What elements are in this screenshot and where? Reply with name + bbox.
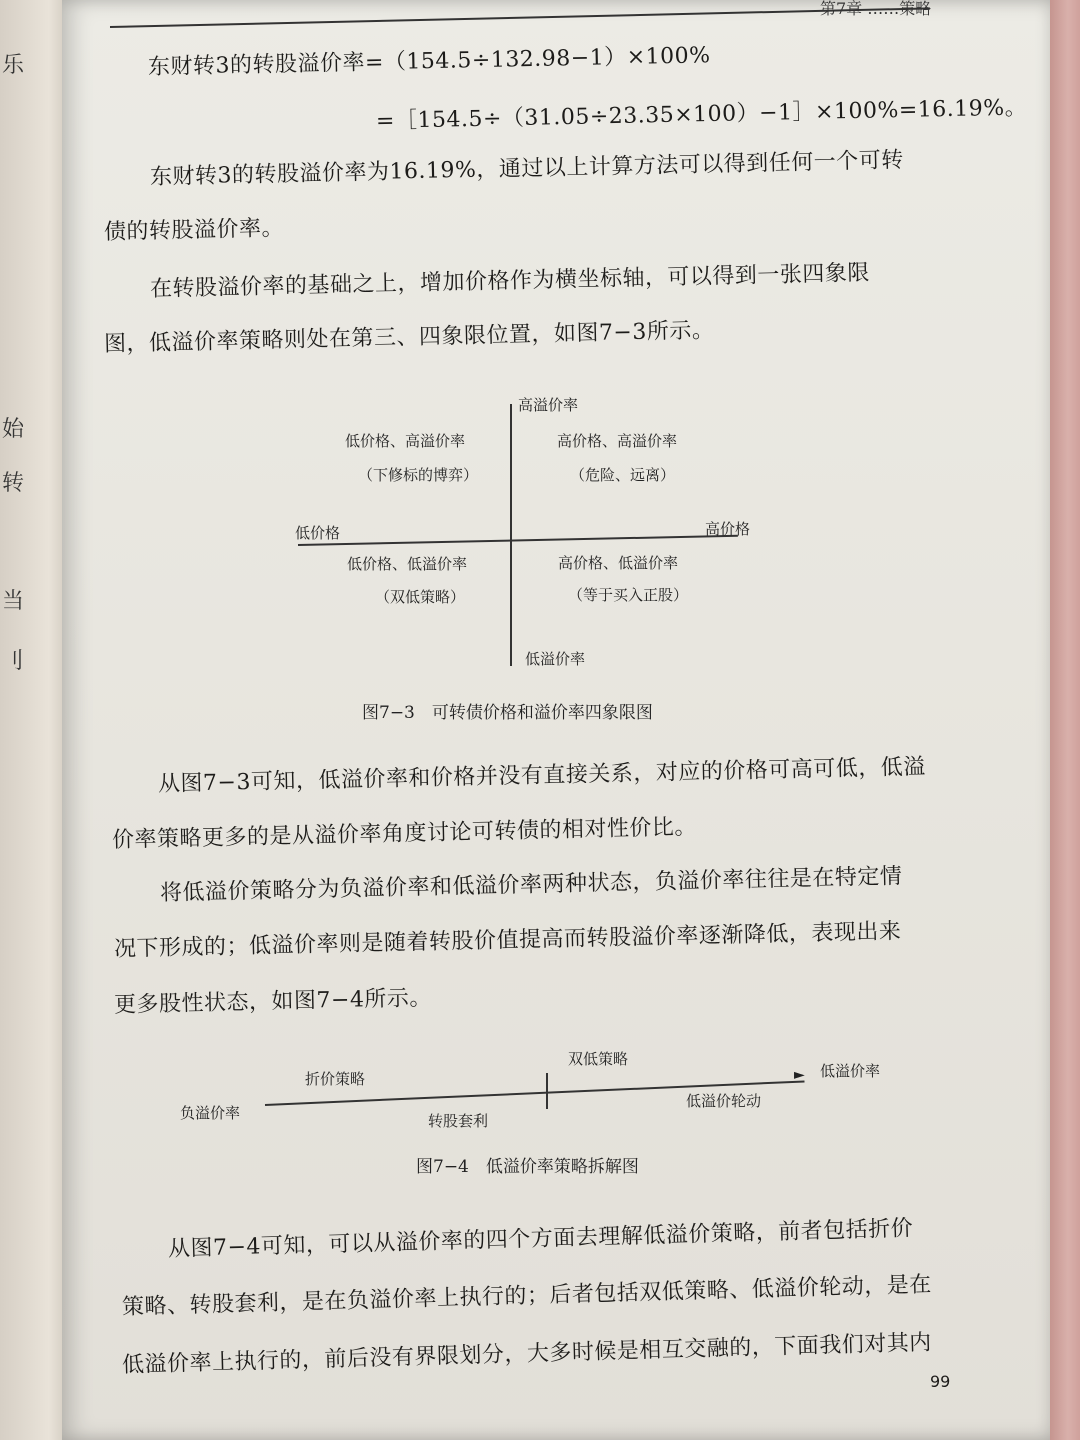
paragraph-text: 债的转股溢价率。: [103, 215, 285, 245]
spectrum-above-right-label: 双低策略: [568, 1050, 629, 1068]
left-page-fragment: 当: [2, 589, 25, 614]
spectrum-below-left-label: 转股套利: [428, 1112, 489, 1130]
paragraph-text: 策略、转股套利，是在负溢价率上执行的；后者包括双低策略、低溢价轮动，是在: [121, 1272, 933, 1320]
paragraph-text: 价率策略更多的是从溢价率角度讨论可转债的相对性价比。: [111, 814, 698, 853]
paragraph-text: 将低溢价策略分为负溢价率和低溢价率两种状态，负溢价率往往是在特定情: [159, 864, 903, 906]
paragraph-text: 从图7−4可知，可以从溢价率的四个方面去理解低溢价策略，前者包括折价: [167, 1216, 914, 1262]
spectrum-right-end-label: 低溢价率: [820, 1062, 881, 1080]
paragraph-text: 在转股溢价率的基础之上，增加价格作为横坐标轴，可以得到一张四象限: [149, 260, 871, 302]
left-page-fragment: 乐: [2, 53, 25, 78]
quadrant-bottom-left-title: 低价格、低溢价率: [347, 555, 468, 573]
paragraph-text: 东财转3的转股溢价率为16.19%，通过以上计算方法可以得到任何一个可转: [149, 147, 905, 190]
formula-line-2: =［154.5÷（31.05÷23.35×100）−1］×100%=16.19%。: [375, 95, 1028, 134]
quadrant-bottom-left-note: （双低策略）: [375, 588, 466, 606]
y-axis-line: [510, 404, 512, 666]
arrow-head-icon: ►: [794, 1067, 805, 1083]
quadrant-bottom-right-note: （等于买入正股）: [568, 586, 689, 604]
formula-line-1: 东财转3的转股溢价率=（154.5÷132.98−1）×100%: [147, 43, 711, 80]
spectrum-above-left-label: 折价策略: [305, 1070, 366, 1088]
paragraph-text: 更多股性状态，如图7−4所示。: [113, 985, 433, 1018]
quadrant-top-right-note: （危险、远离）: [570, 466, 676, 484]
quadrant-top-left-note: （下修标的博弈）: [358, 466, 479, 484]
y-axis-bottom-label: 低溢价率: [525, 650, 586, 668]
book-cover-edge: [1050, 0, 1080, 1440]
page-number: 99: [930, 1372, 951, 1391]
spectrum-below-right-label: 低溢价轮动: [686, 1092, 762, 1110]
left-page-fragment: 始: [2, 417, 25, 442]
running-header: 第7章 ……策略: [820, 0, 932, 18]
left-page-fragment: 转: [2, 471, 25, 496]
paragraph-text: 图，低溢价率策略则处在第三、四象限位置，如图7−3所示。: [103, 318, 715, 357]
paragraph-text: 从图7−3可知，低溢价率和价格并没有直接关系，对应的价格可高可低，低溢: [157, 754, 927, 797]
spectrum-divider: [546, 1073, 548, 1109]
figure-7-4-caption: 图7−4 低溢价率策略拆解图: [416, 1157, 639, 1177]
left-page-edge: [0, 0, 70, 1440]
spectrum-left-end-label: 负溢价率: [180, 1104, 241, 1122]
paragraph-text: 低溢价率上执行的，前后没有界限划分，大多时候是相互交融的，下面我们对其内: [121, 1330, 933, 1378]
x-axis-right-label: 高价格: [705, 520, 751, 538]
quadrant-bottom-right-title: 高价格、低溢价率: [558, 554, 679, 572]
x-axis-left-label: 低价格: [295, 524, 341, 542]
figure-7-3-caption: 图7−3 可转债价格和溢价率四象限图: [362, 703, 653, 723]
quadrant-top-right-title: 高价格、高溢价率: [557, 432, 678, 450]
y-axis-top-label: 高溢价率: [518, 396, 579, 414]
left-page-fragment: 刂: [2, 649, 25, 674]
paragraph-text: 况下形成的；低溢价率则是随着转股价值提高而转股溢价率逐渐降低，表现出来: [113, 919, 902, 962]
quadrant-top-left-title: 低价格、高溢价率: [345, 432, 466, 450]
